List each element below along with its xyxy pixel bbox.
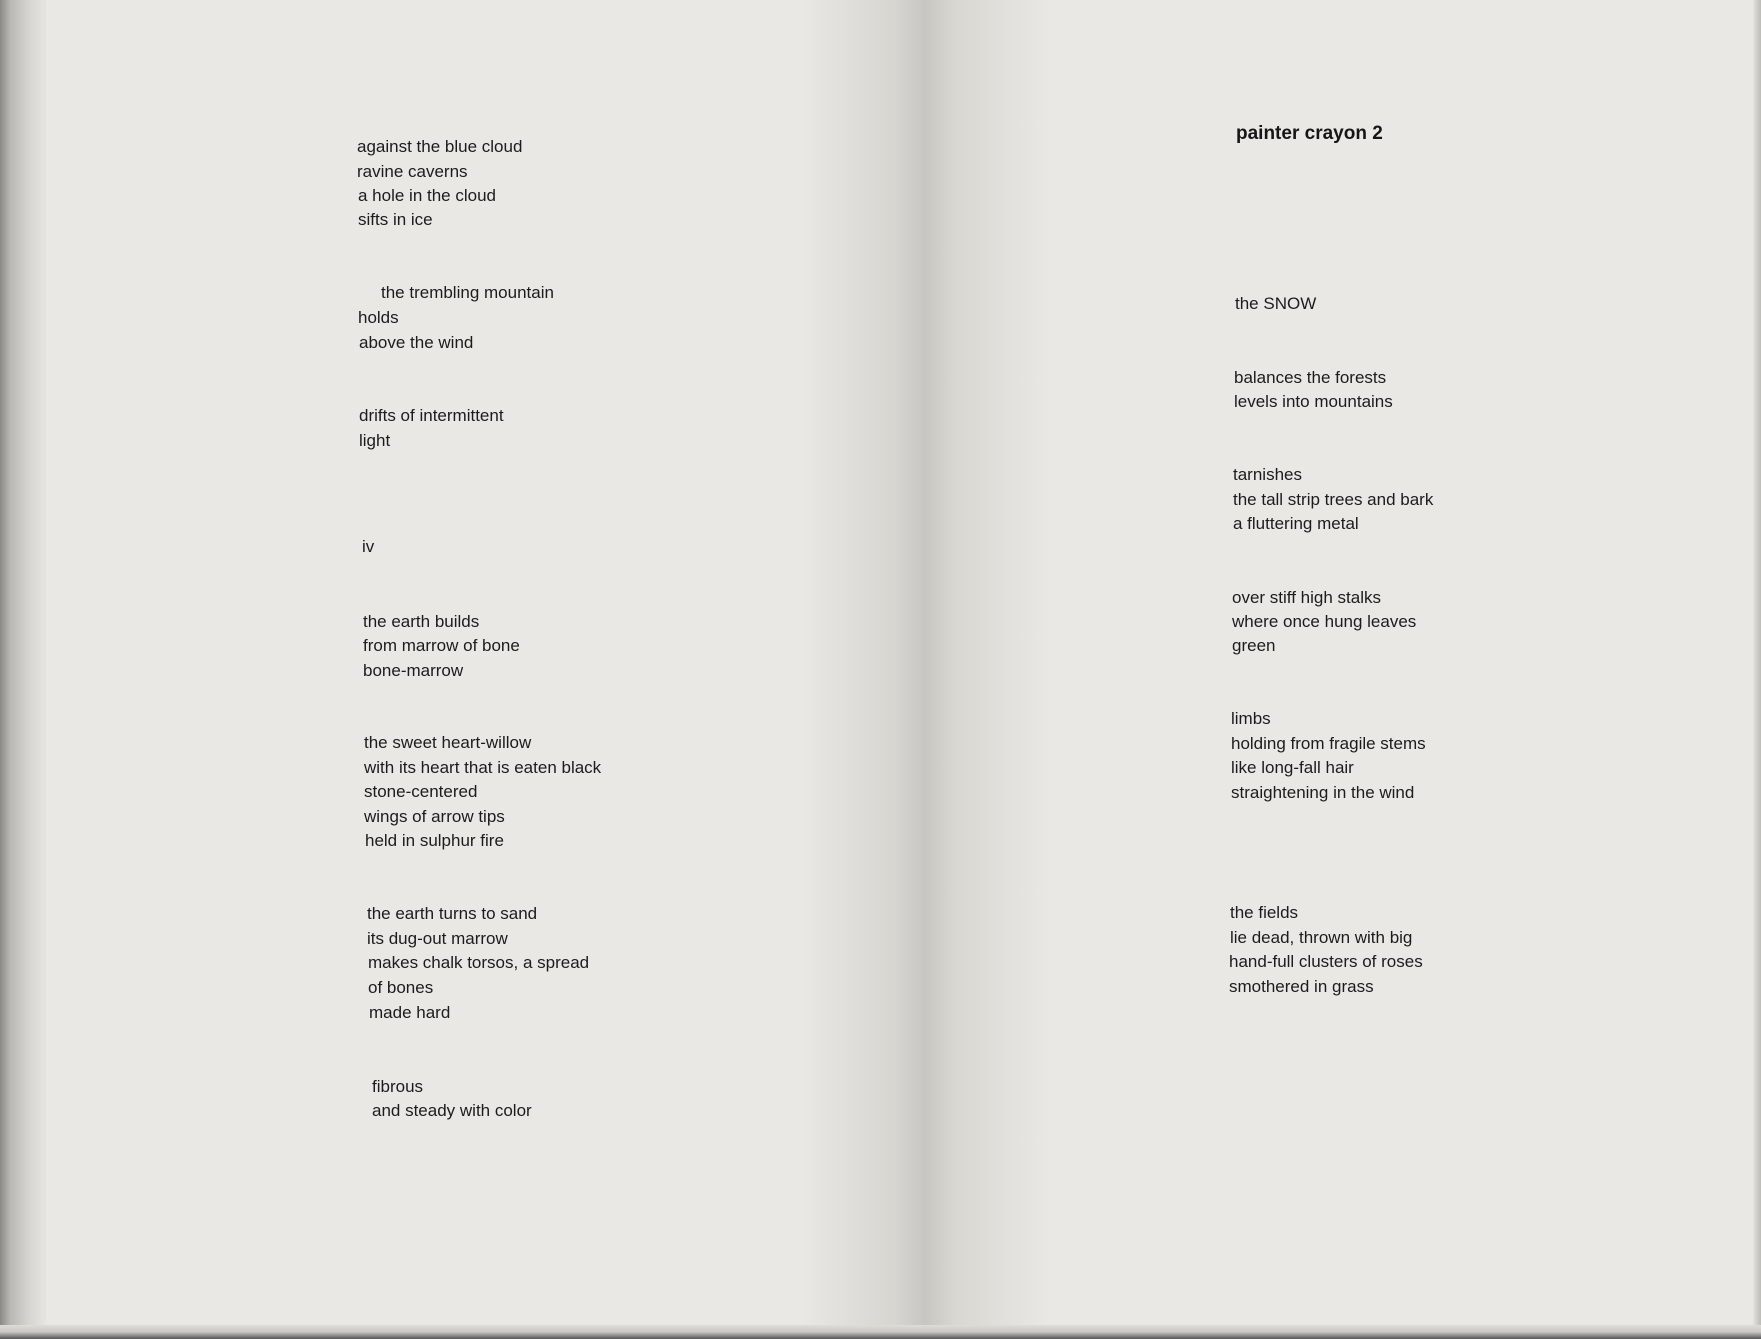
poem-line: lie dead, thrown with big	[1230, 928, 1413, 947]
poem-line: a hole in the cloud	[358, 186, 496, 205]
poem-line: with its heart that is eaten black	[364, 758, 602, 777]
poem-line: of bones	[368, 978, 434, 997]
poem-line: straightening in the wind	[1231, 783, 1415, 802]
poem-line: over stiff high stalks	[1232, 588, 1381, 607]
poem-line: holds	[358, 308, 399, 327]
poem-line: the SNOW	[1235, 294, 1317, 313]
poem-line: green	[1232, 636, 1276, 655]
poem-line: and steady with color	[372, 1101, 532, 1120]
right-page-edge	[1753, 0, 1761, 1339]
poem-line: fibrous	[372, 1077, 424, 1096]
poem-line: bone-marrow	[363, 661, 464, 680]
page-bottom-edge	[0, 1325, 1761, 1339]
poem-line: ravine caverns	[357, 162, 468, 181]
poem-line: the earth turns to sand	[367, 904, 538, 923]
poem-line: the sweet heart-willow	[364, 733, 532, 752]
poem-line: the tall strip trees and bark	[1233, 490, 1434, 509]
right-page	[875, 0, 1753, 1325]
poem-line: like long-fall hair	[1231, 758, 1354, 777]
poem-line: sifts in ice	[358, 210, 433, 229]
poem-line: from marrow of bone	[363, 636, 520, 655]
poem-line: held in sulphur fire	[365, 831, 504, 850]
poem-line: the trembling mountain	[381, 283, 554, 302]
poem-line: above the wind	[359, 333, 474, 352]
poem-line: hand-full clusters of roses	[1229, 952, 1423, 971]
poem-line: against the blue cloud	[357, 137, 523, 156]
poem-line: a fluttering metal	[1233, 514, 1359, 533]
poem-line: the fields	[1230, 903, 1299, 922]
poem-line: light	[359, 431, 391, 450]
poem-line: where once hung leaves	[1232, 612, 1417, 631]
poem-line: holding from fragile stems	[1231, 734, 1426, 753]
poem-line: wings of arrow tips	[364, 807, 505, 826]
poem-line: makes chalk torsos, a spread	[368, 953, 590, 972]
poem-line: the earth builds	[363, 612, 480, 631]
poem-line: levels into mountains	[1234, 392, 1393, 411]
section-numeral: iv	[362, 537, 375, 556]
poem-line: smothered in grass	[1229, 977, 1374, 996]
poem-line: tarnishes	[1233, 465, 1302, 484]
poem-line: balances the forests	[1234, 368, 1387, 387]
left-page	[46, 0, 875, 1325]
poem-line: limbs	[1231, 709, 1271, 728]
poem-line: made hard	[369, 1003, 451, 1022]
page-stack-edge	[0, 0, 46, 1339]
poem-line: stone-centered	[364, 782, 478, 801]
poem-line: its dug-out marrow	[367, 929, 508, 948]
poem-title: painter crayon 2	[1236, 123, 1383, 144]
poem-line: drifts of intermittent	[359, 406, 504, 425]
